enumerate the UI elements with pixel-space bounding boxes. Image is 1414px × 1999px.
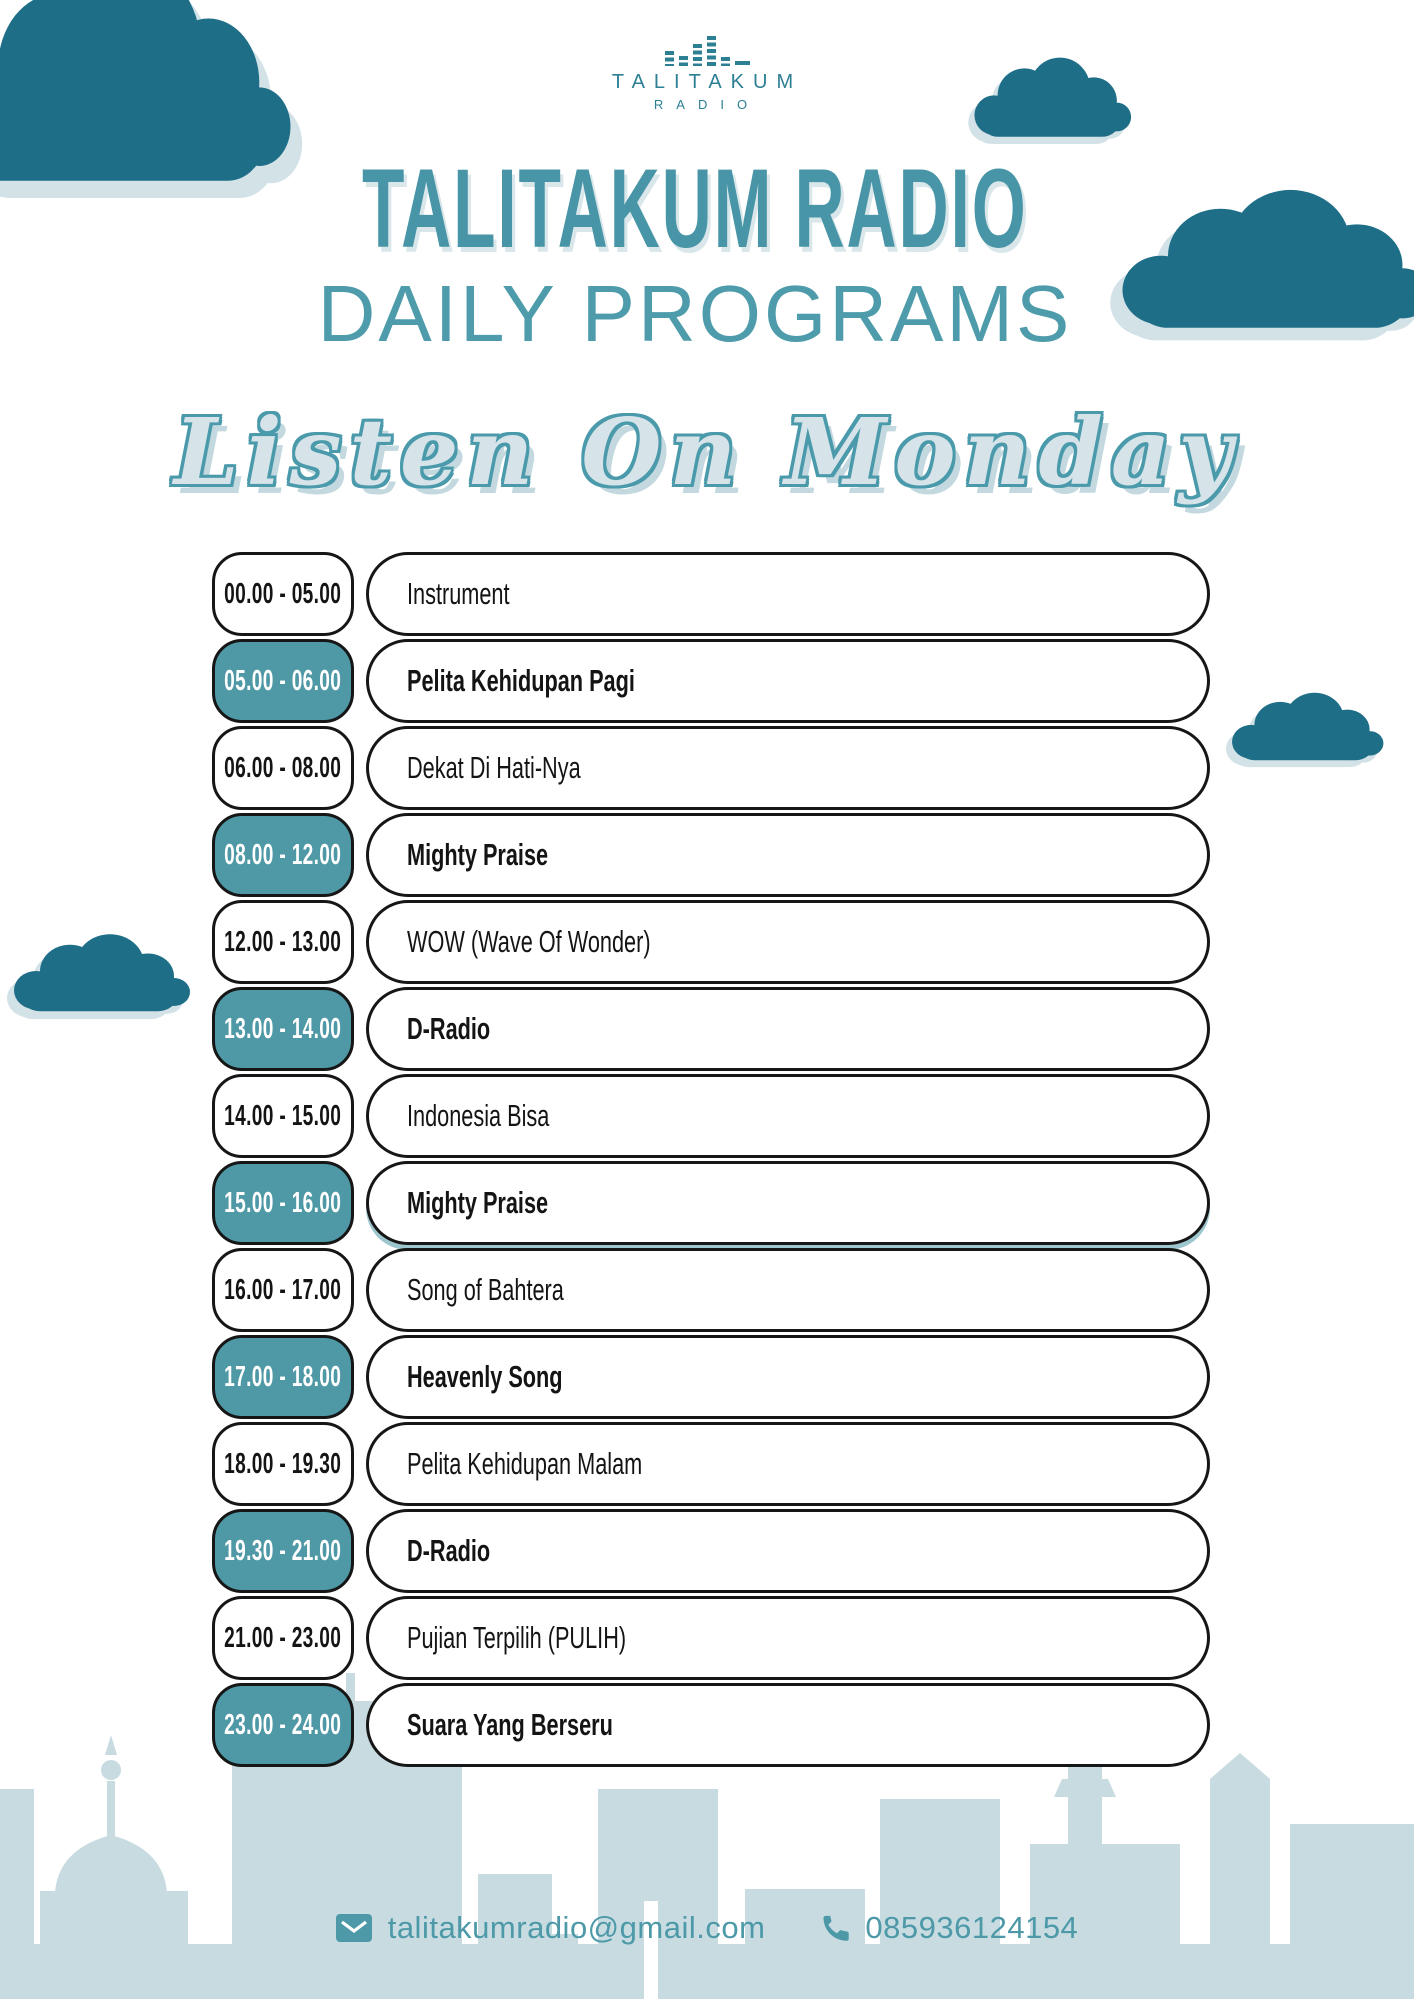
program-name-box: [366, 726, 1210, 810]
contact-footer: [0, 1902, 1414, 1954]
email-text: talitakumradio@gmail.com: [387, 1910, 766, 1945]
program-label: Heavenly Song: [407, 1359, 563, 1394]
program-name-box: [366, 1161, 1210, 1245]
phone-text: 085936124154: [865, 1910, 1079, 1945]
time-pill: [212, 552, 354, 636]
table-row: [0, 1422, 1414, 1506]
time-pill: [212, 1596, 354, 1680]
phone-receiver-icon: [819, 1913, 849, 1943]
table-row: [0, 813, 1414, 897]
table-row: [0, 1248, 1414, 1332]
program-name-box: [366, 639, 1210, 723]
time-label: 13.00 - 14.00: [224, 1012, 342, 1045]
program-name-box: [366, 1596, 1210, 1680]
time-label: 17.00 - 18.00: [224, 1360, 342, 1393]
time-label: 16.00 - 17.00: [224, 1273, 342, 1306]
program-label: Instrument: [407, 576, 510, 611]
program-label: Song of Bahtera: [407, 1272, 564, 1307]
program-label: Mighty Praise: [407, 1185, 549, 1220]
time-label: 15.00 - 16.00: [224, 1186, 342, 1219]
program-name-box: [366, 813, 1210, 897]
table-row: [0, 1509, 1414, 1593]
script-headline: Listen On Monday: [174, 398, 1240, 506]
time-label: 21.00 - 23.00: [224, 1621, 342, 1654]
program-name-box: [366, 552, 1210, 636]
program-name-box: [366, 1335, 1210, 1419]
time-pill: [212, 726, 354, 810]
time-label: 05.00 - 06.00: [224, 664, 342, 697]
time-label: 08.00 - 12.00: [224, 838, 342, 871]
logo-name: TALITAKUM: [611, 71, 803, 93]
time-label: 14.00 - 15.00: [224, 1099, 342, 1132]
table-row: [0, 639, 1414, 723]
time-label: 06.00 - 08.00: [224, 751, 342, 784]
table-row: [0, 552, 1414, 636]
time-pill: [212, 639, 354, 723]
table-row: [0, 900, 1414, 984]
time-pill: [212, 1335, 354, 1419]
program-label: WOW (Wave Of Wonder): [407, 924, 651, 959]
time-pill: [212, 1509, 354, 1593]
time-pill: [212, 1074, 354, 1158]
envelope-icon: [336, 1914, 372, 1942]
program-label: Pelita Kehidupan Malam: [407, 1446, 643, 1481]
schedule-table: [0, 552, 1414, 1770]
page-title: TALITAKUM RADIO: [362, 146, 1028, 271]
program-label: Suara Yang Berseru: [407, 1707, 613, 1742]
time-pill: [212, 1248, 354, 1332]
table-row: [0, 1074, 1414, 1158]
time-label: 12.00 - 13.00: [224, 925, 342, 958]
program-label: Mighty Praise: [407, 837, 549, 872]
time-label: 00.00 - 05.00: [224, 577, 342, 610]
program-name-box: [366, 1074, 1210, 1158]
time-pill: [212, 900, 354, 984]
program-name-box: [366, 1248, 1210, 1332]
table-row: [0, 987, 1414, 1071]
time-pill: [212, 1422, 354, 1506]
page-subtitle: DAILY PROGRAMS: [317, 269, 1073, 358]
program-name-box: [366, 1422, 1210, 1506]
program-label: Pelita Kehidupan Pagi: [407, 663, 635, 698]
table-row: [0, 1683, 1414, 1767]
program-name-box: [366, 987, 1210, 1071]
logo-subname: RADIO: [653, 97, 761, 112]
program-label: Pujian Terpilih (PULIH): [407, 1620, 627, 1655]
time-pill: [212, 813, 354, 897]
program-label: D-Radio: [407, 1533, 491, 1568]
time-pill: [212, 1683, 354, 1767]
time-pill: [212, 987, 354, 1071]
table-row: [0, 726, 1414, 810]
table-row: [0, 1596, 1414, 1680]
program-name-box: [366, 900, 1210, 984]
program-name-box: [366, 1509, 1210, 1593]
equalizer-bars-icon: [0, 34, 1414, 66]
time-pill: [212, 1161, 354, 1245]
program-label: D-Radio: [407, 1011, 491, 1046]
time-label: 23.00 - 24.00: [224, 1708, 342, 1741]
time-label: 18.00 - 19.30: [224, 1447, 342, 1480]
program-name-box: [366, 1683, 1210, 1767]
program-label: Dekat Di Hati-Nya: [407, 750, 581, 785]
logo: [0, 34, 1414, 112]
program-label: Indonesia Bisa: [407, 1098, 550, 1133]
table-row: [0, 1161, 1414, 1245]
time-label: 19.30 - 21.00: [224, 1534, 342, 1567]
table-row: [0, 1335, 1414, 1419]
